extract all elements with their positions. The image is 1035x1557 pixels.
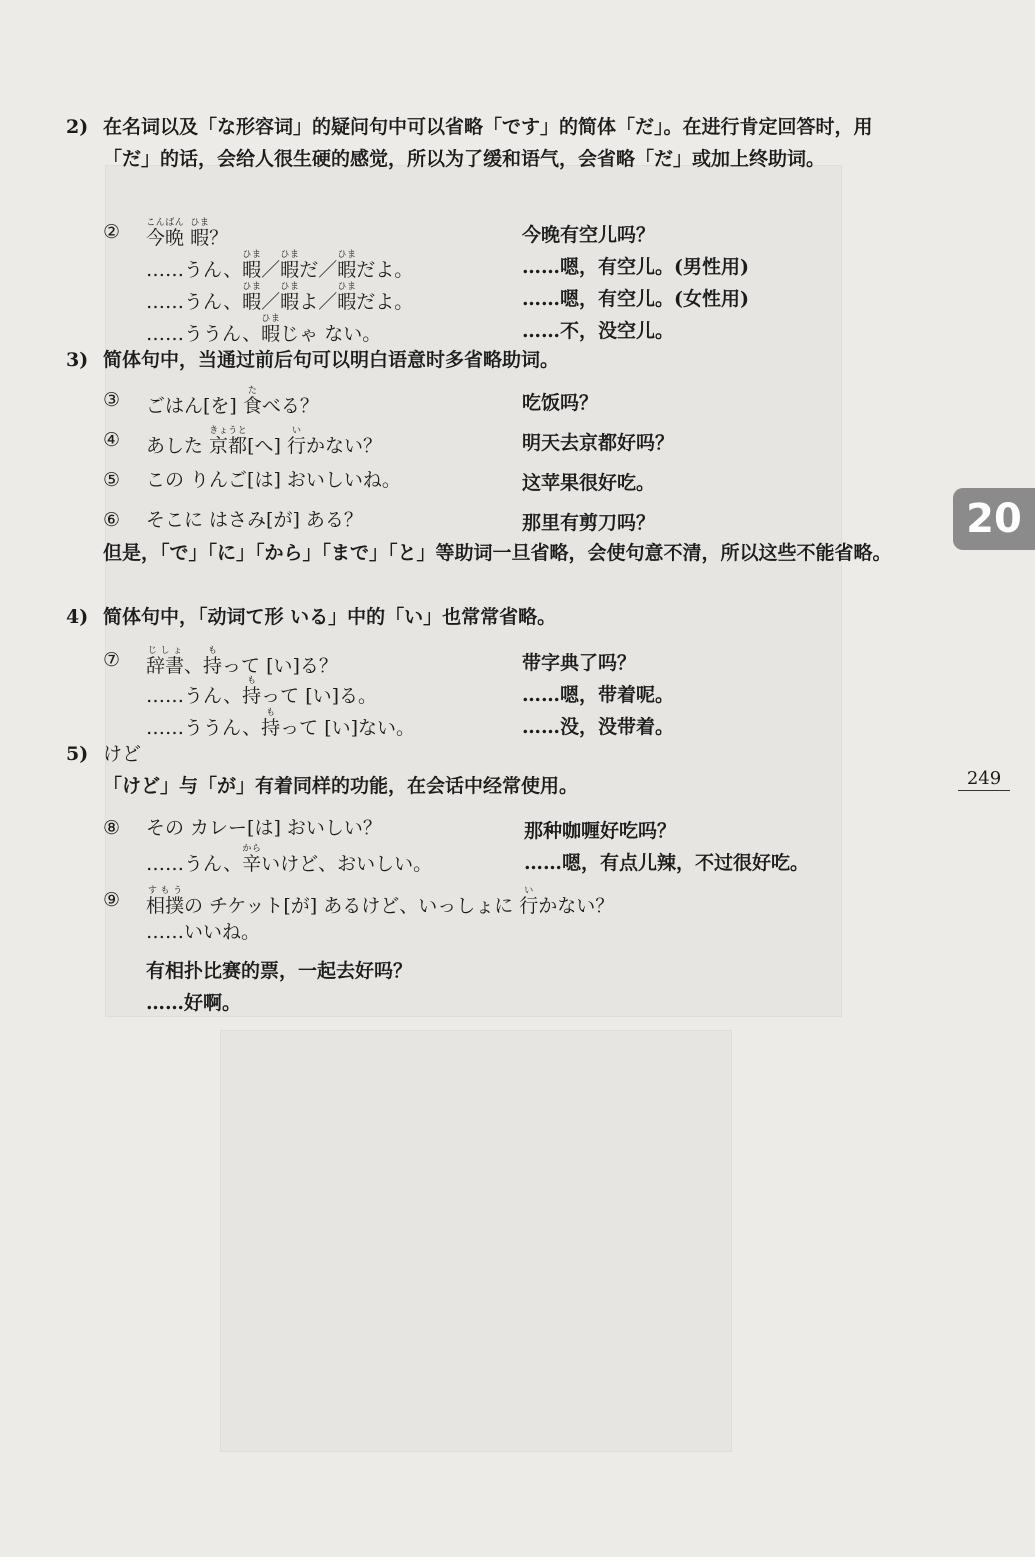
- example-4-chinese: 明天去京都好吗？: [522, 432, 675, 454]
- example-2-reply-1-japanese: ……うん、暇ひま／暇ひまだ／暇ひまだよ。: [146, 250, 414, 281]
- example-8-reply-japanese: ……うん、辛からいけど、おいしい。: [146, 844, 433, 875]
- example-8-number: ⑧: [103, 817, 121, 839]
- example-3-chinese: 吃饭吗？: [522, 392, 599, 414]
- example-6-japanese: そこに はさみ[が] ある？: [146, 509, 363, 531]
- example-7-japanese: 辞書じしょ、持もって [い]る？: [146, 646, 338, 677]
- example-6-chinese: 那里有剪刀吗？: [522, 512, 656, 534]
- example-7-reply-1-japanese: ……うん、持もって [い]る。: [146, 676, 378, 707]
- example-3-number: ③: [103, 389, 121, 411]
- example-4-japanese: あした 京都きょうと[へ] 行いかない？: [146, 426, 382, 457]
- section-2-number: 2): [66, 116, 89, 138]
- example-2-number: ②: [103, 221, 121, 243]
- example-7-number: ⑦: [103, 649, 121, 671]
- example-2-reply-2-chinese: ……嗯，有空儿。(女性用): [522, 288, 749, 310]
- section-4-number: 4): [66, 606, 89, 628]
- example-8-reply-chinese: ……嗯，有点儿辣，不过很好吃。: [524, 852, 810, 874]
- section-5-number: 5): [66, 743, 89, 765]
- section-2-paragraph: 在名词以及「な形容词」的疑问句中可以省略「です」的简体「だ」。在进行肯定回答时，用「だ」的话，会给人很生硬的感觉，所以为了缓和语气，会省略「だ」或加上终助词。: [103, 116, 873, 170]
- example-8-chinese: 那种咖喱好吃吗？: [524, 820, 677, 842]
- section-4-paragraph: 简体句中，「动词て形 いる」中的「い」也常常省略。: [103, 606, 557, 628]
- example-9-reply-chinese: ……好啊。: [146, 992, 242, 1014]
- example-5-chinese: 这苹果很好吃。: [522, 472, 656, 494]
- chapter-tab: 20: [953, 488, 1035, 550]
- example-5-number: ⑤: [103, 469, 121, 491]
- section-5-paragraph: 「けど」与「が」有着同样的功能，在会话中经常使用。: [103, 775, 579, 797]
- example-4-number: ④: [103, 429, 121, 451]
- example-6-number: ⑥: [103, 509, 121, 531]
- example-7-reply-1-chinese: ……嗯，带着呢。: [522, 684, 675, 706]
- example-2-japanese: 今晩こんばん 暇ひま？: [146, 218, 229, 249]
- example-8-japanese: その カレー[は] おいしい？: [146, 817, 382, 839]
- example-7-reply-2-japanese: ……ううん、持もって [い]ない。: [146, 708, 416, 739]
- example-3-japanese: ごはん[を] 食たべる？: [146, 386, 319, 417]
- example-9-number: ⑨: [103, 889, 121, 911]
- page-number: 249: [958, 768, 1010, 791]
- section-5-title: けど: [103, 743, 142, 765]
- section-3-number: 3): [66, 349, 89, 371]
- example-2-reply-3-japanese: ……ううん、暇ひまじゃ ない。: [146, 314, 382, 345]
- example-2-chinese: 今晚有空儿吗？: [522, 224, 656, 246]
- example-5-japanese: この りんご[は] おいしいね。: [146, 469, 401, 491]
- section-3-note: 但是，「で」「に」「から」「まで」「と」等助词一旦省略，会使句意不清，所以这些不能省略。: [103, 542, 892, 564]
- example-2-reply-1-chinese: ……嗯，有空儿。(男性用): [522, 256, 749, 278]
- example-2-reply-2-japanese: ……うん、暇ひま／暇ひまよ／暇ひまだよ。: [146, 282, 414, 313]
- example-9-chinese: 有相扑比赛的票，一起去好吗？: [146, 960, 413, 982]
- example-9-japanese: 相撲すもうの チケット[が] あるけど、いっしょに 行いかない？: [146, 886, 615, 917]
- example-7-reply-2-chinese: ……没，没带着。: [522, 716, 675, 738]
- example-2-reply-3-chinese: ……不，没空儿。: [522, 320, 675, 342]
- bleed-through-area-bottom: [220, 1030, 732, 1452]
- example-7-chinese: 带字典了吗？: [522, 652, 637, 674]
- section-3-paragraph: 简体句中，当通过前后句可以明白语意时多省略助词。: [103, 349, 560, 371]
- example-9-reply-japanese: ……いいね。: [146, 921, 261, 943]
